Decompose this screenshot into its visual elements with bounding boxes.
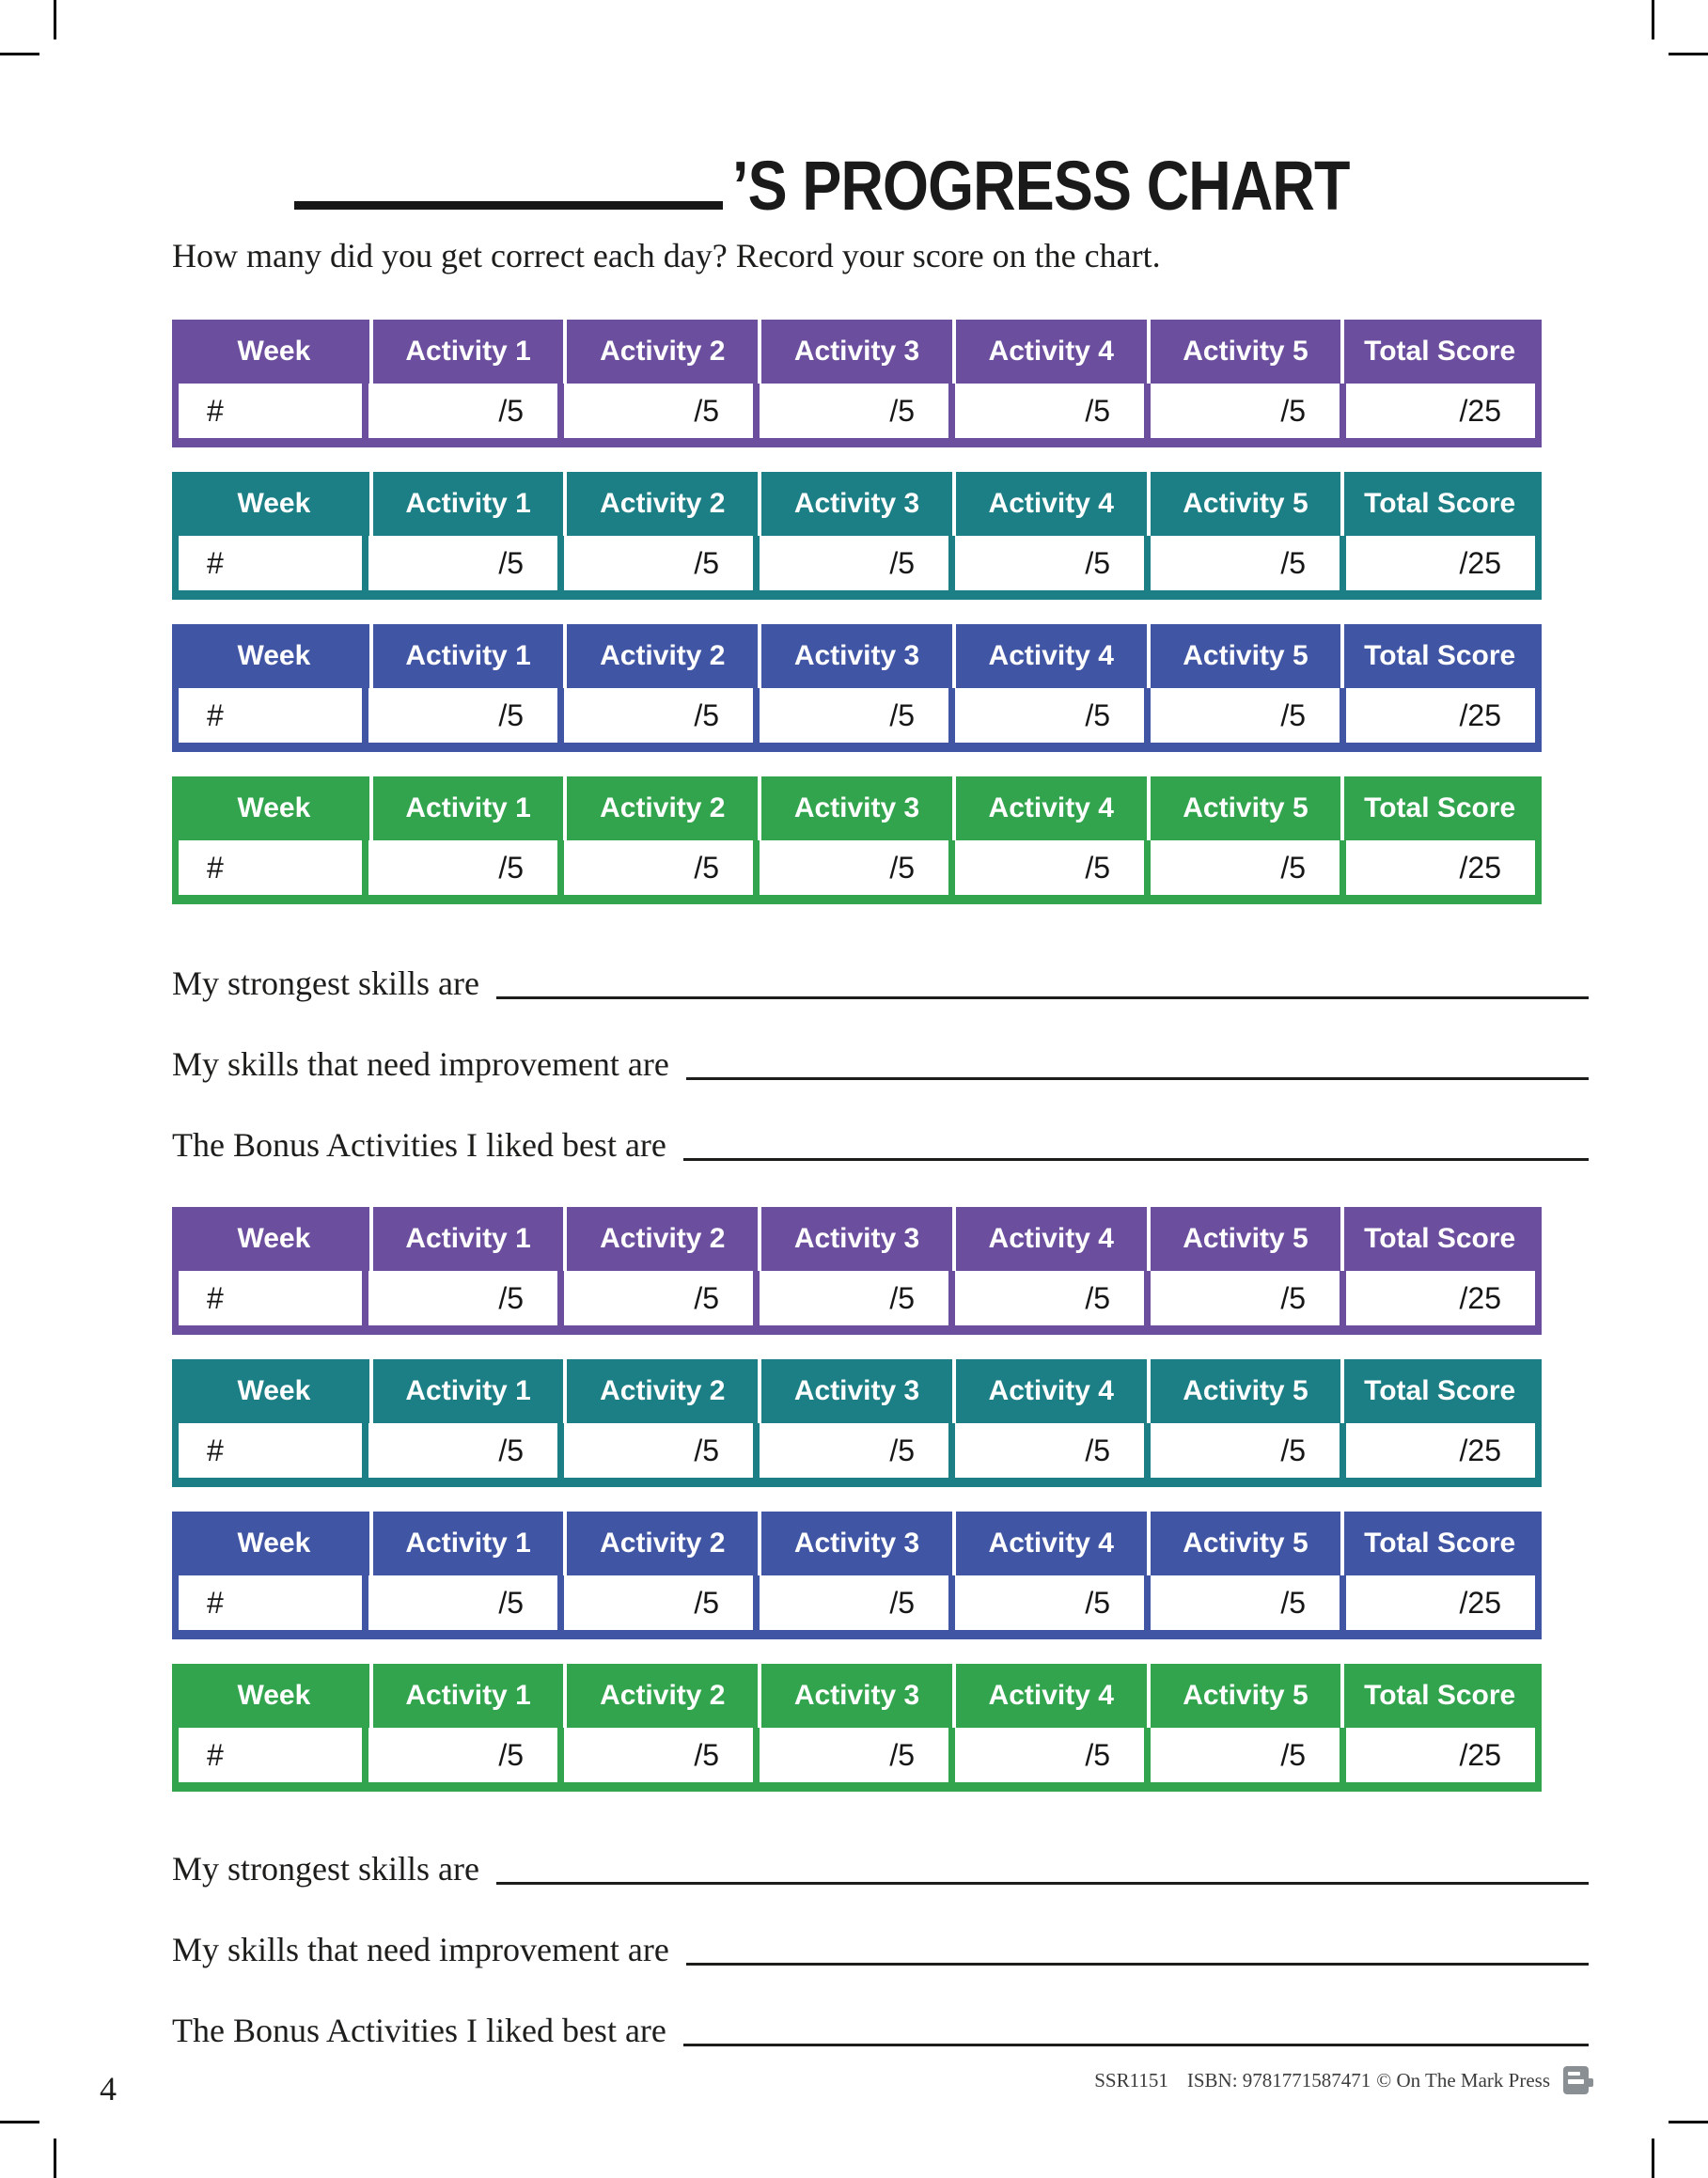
activity-score-cell: /5 <box>753 1271 948 1325</box>
header-cell-activity-2: Activity 2 <box>563 776 758 840</box>
activity-score-cell: /5 <box>1144 1423 1340 1478</box>
header-cell-activity-4: Activity 4 <box>952 1207 1147 1271</box>
activity-score-cell: /5 <box>753 384 948 438</box>
header-cell-week: Week <box>237 1680 311 1711</box>
header-cell-week: Week <box>237 336 311 367</box>
header-cell-activity-2: Activity 2 <box>563 1359 758 1423</box>
page-number: 4 <box>100 2070 117 2107</box>
activity-score-cell: /5 <box>1144 688 1340 743</box>
header-cell-activity-4: Activity 4 <box>952 1512 1147 1575</box>
week-number-cell: # <box>179 1271 362 1325</box>
total-score-cell: /25 <box>1340 1728 1535 1782</box>
activity-score-cell: /5 <box>362 1728 557 1782</box>
header-cell-week: Week <box>237 640 311 671</box>
header-cell-total-score: Total Score <box>1340 776 1535 840</box>
header-cell-activity-5: Activity 5 <box>1147 472 1341 536</box>
header-cell-week: Week <box>237 488 311 519</box>
header-cell-activity-5: Activity 5 <box>1147 776 1341 840</box>
activity-score-cell: /5 <box>948 1728 1144 1782</box>
crop-mark-bottom-left-horizontal <box>0 2121 39 2123</box>
crop-mark-bottom-right-vertical <box>1652 2139 1654 2178</box>
header-cell-total-score: Total Score <box>1340 1664 1535 1728</box>
activity-score-cell: /5 <box>753 1423 948 1478</box>
prompt-label: The Bonus Activities I liked best are <box>172 2012 666 2049</box>
activity-score-cell: /5 <box>948 840 1144 895</box>
header-cell-activity-2: Activity 2 <box>563 320 758 384</box>
prompt-label: My skills that need improvement are <box>172 1045 669 1083</box>
header-cell-activity-4: Activity 4 <box>952 1664 1147 1728</box>
header-cell-activity-3: Activity 3 <box>758 1359 952 1423</box>
week-number-cell: # <box>179 1575 362 1630</box>
total-score-cell: /25 <box>1340 1575 1535 1630</box>
header-cell-activity-5: Activity 5 <box>1147 1207 1341 1271</box>
crop-mark-bottom-right-horizontal <box>1669 2121 1708 2123</box>
activity-score-cell: /5 <box>1144 840 1340 895</box>
activity-score-cell: /5 <box>362 536 557 590</box>
footer <box>1094 2066 1589 2094</box>
total-score-cell: /25 <box>1340 1423 1535 1478</box>
footer-product-code: SSR1151 <box>1094 2069 1168 2092</box>
header-cell-total-score: Total Score <box>1340 472 1535 536</box>
header-cell-activity-5: Activity 5 <box>1147 1359 1341 1423</box>
instruction-text: How many did you get correct each day? Record your score on the chart. <box>172 237 1161 274</box>
header-cell-activity-2: Activity 2 <box>563 1664 758 1728</box>
header-cell-activity-4: Activity 4 <box>952 1359 1147 1423</box>
header-cell-activity-1: Activity 1 <box>369 1359 564 1423</box>
total-score-cell: /25 <box>1340 688 1535 743</box>
week-number-cell: # <box>179 384 362 438</box>
header-cell-activity-2: Activity 2 <box>563 1512 758 1575</box>
header-cell-activity-1: Activity 1 <box>369 624 564 688</box>
activity-score-cell: /5 <box>557 1728 753 1782</box>
activity-score-cell: /5 <box>1144 1728 1340 1782</box>
header-cell-activity-5: Activity 5 <box>1147 320 1341 384</box>
prompt-row <box>172 1042 1589 1087</box>
activity-score-cell: /5 <box>557 536 753 590</box>
header-cell-activity-3: Activity 3 <box>758 1207 952 1271</box>
score-table-6-teal <box>172 1359 1542 1487</box>
crop-mark-top-left-vertical <box>54 0 56 39</box>
header-cell-activity-3: Activity 3 <box>758 1664 952 1728</box>
activity-score-cell: /5 <box>1144 384 1340 438</box>
week-number-cell: # <box>179 536 362 590</box>
activity-score-cell: /5 <box>557 1575 753 1630</box>
header-cell-total-score: Total Score <box>1340 1207 1535 1271</box>
prompt-label: The Bonus Activities I liked best are <box>172 1126 666 1164</box>
activity-score-cell: /5 <box>557 1423 753 1478</box>
score-table-1-purple <box>172 320 1542 447</box>
header-cell-activity-5: Activity 5 <box>1147 1512 1341 1575</box>
activity-score-cell: /5 <box>948 384 1144 438</box>
activity-score-cell: /5 <box>362 1575 557 1630</box>
activity-score-cell: /5 <box>557 840 753 895</box>
header-cell-activity-1: Activity 1 <box>369 1207 564 1271</box>
activity-score-cell: /5 <box>557 688 753 743</box>
fill-in-line <box>683 2044 1589 2046</box>
fill-in-line <box>686 1963 1589 1966</box>
crop-mark-top-right-vertical <box>1652 0 1654 39</box>
prompt-label: My skills that need improvement are <box>172 1931 669 1968</box>
activity-score-cell: /5 <box>753 840 948 895</box>
total-score-cell: /25 <box>1340 536 1535 590</box>
prompt-label: My strongest skills are <box>172 1850 479 1888</box>
fill-in-line <box>496 996 1589 999</box>
week-number-cell: # <box>179 1728 362 1782</box>
header-cell-week: Week <box>237 1375 311 1406</box>
activity-score-cell: /5 <box>362 1271 557 1325</box>
name-blank-line <box>294 201 723 210</box>
score-table-7-blue <box>172 1512 1542 1639</box>
crop-mark-bottom-left-vertical <box>54 2139 56 2178</box>
header-cell-activity-3: Activity 3 <box>758 472 952 536</box>
week-number-cell: # <box>179 688 362 743</box>
activity-score-cell: /5 <box>948 1423 1144 1478</box>
prompt-label: My strongest skills are <box>172 964 479 1002</box>
header-cell-activity-1: Activity 1 <box>369 1664 564 1728</box>
activity-score-cell: /5 <box>948 1271 1144 1325</box>
footer-isbn: ISBN: 9781771587471 <box>1186 2069 1371 2092</box>
activity-score-cell: /5 <box>753 1575 948 1630</box>
prompt-row <box>172 2008 1589 2053</box>
activity-score-cell: /5 <box>362 840 557 895</box>
header-cell-week: Week <box>237 792 311 823</box>
activity-score-cell: /5 <box>1144 1575 1340 1630</box>
header-cell-activity-3: Activity 3 <box>758 776 952 840</box>
fill-in-line <box>496 1882 1589 1885</box>
score-table-2-teal <box>172 472 1542 600</box>
activity-score-cell: /5 <box>557 384 753 438</box>
activity-score-cell: /5 <box>753 1728 948 1782</box>
header-cell-activity-3: Activity 3 <box>758 1512 952 1575</box>
crop-mark-top-left-horizontal <box>0 53 39 55</box>
header-cell-activity-1: Activity 1 <box>369 776 564 840</box>
activity-score-cell: /5 <box>948 536 1144 590</box>
fill-in-line <box>686 1077 1589 1080</box>
activity-score-cell: /5 <box>557 1271 753 1325</box>
activity-score-cell: /5 <box>1144 536 1340 590</box>
total-score-cell: /25 <box>1340 1271 1535 1325</box>
activity-score-cell: /5 <box>948 688 1144 743</box>
header-cell-activity-1: Activity 1 <box>369 1512 564 1575</box>
total-score-cell: /25 <box>1340 840 1535 895</box>
fill-in-line <box>683 1158 1589 1161</box>
header-cell-week: Week <box>237 1528 311 1559</box>
prompt-row <box>172 1846 1589 1891</box>
week-number-cell: # <box>179 1423 362 1478</box>
footer-copyright: © On The Mark Press <box>1376 2069 1550 2092</box>
header-cell-activity-5: Activity 5 <box>1147 624 1341 688</box>
week-number-cell: # <box>179 840 362 895</box>
activity-score-cell: /5 <box>362 688 557 743</box>
page-title: ’S PROGRESS CHART <box>732 147 1350 225</box>
header-cell-activity-4: Activity 4 <box>952 776 1147 840</box>
prompt-row <box>172 961 1589 1006</box>
header-cell-activity-3: Activity 3 <box>758 320 952 384</box>
header-cell-activity-4: Activity 4 <box>952 624 1147 688</box>
header-cell-activity-4: Activity 4 <box>952 320 1147 384</box>
header-cell-activity-3: Activity 3 <box>758 624 952 688</box>
prompt-row <box>172 1927 1589 1972</box>
total-score-cell: /25 <box>1340 384 1535 438</box>
header-cell-total-score: Total Score <box>1340 320 1535 384</box>
prompt-row <box>172 1122 1589 1167</box>
crop-mark-top-right-horizontal <box>1669 53 1708 55</box>
header-cell-activity-4: Activity 4 <box>952 472 1147 536</box>
score-table-8-green <box>172 1664 1542 1792</box>
score-table-5-purple <box>172 1207 1542 1335</box>
header-cell-activity-2: Activity 2 <box>563 472 758 536</box>
activity-score-cell: /5 <box>753 688 948 743</box>
header-cell-activity-1: Activity 1 <box>369 472 564 536</box>
header-cell-total-score: Total Score <box>1340 1359 1535 1423</box>
header-cell-total-score: Total Score <box>1340 624 1535 688</box>
score-table-4-green <box>172 776 1542 904</box>
activity-score-cell: /5 <box>753 536 948 590</box>
publisher-logo-icon <box>1563 2066 1589 2094</box>
header-cell-activity-2: Activity 2 <box>563 624 758 688</box>
header-cell-activity-2: Activity 2 <box>563 1207 758 1271</box>
score-table-3-blue <box>172 624 1542 752</box>
activity-score-cell: /5 <box>948 1575 1144 1630</box>
activity-score-cell: /5 <box>362 384 557 438</box>
activity-score-cell: /5 <box>362 1423 557 1478</box>
activity-score-cell: /5 <box>1144 1271 1340 1325</box>
header-cell-total-score: Total Score <box>1340 1512 1535 1575</box>
header-cell-week: Week <box>237 1223 311 1254</box>
header-cell-activity-5: Activity 5 <box>1147 1664 1341 1728</box>
header-cell-activity-1: Activity 1 <box>369 320 564 384</box>
